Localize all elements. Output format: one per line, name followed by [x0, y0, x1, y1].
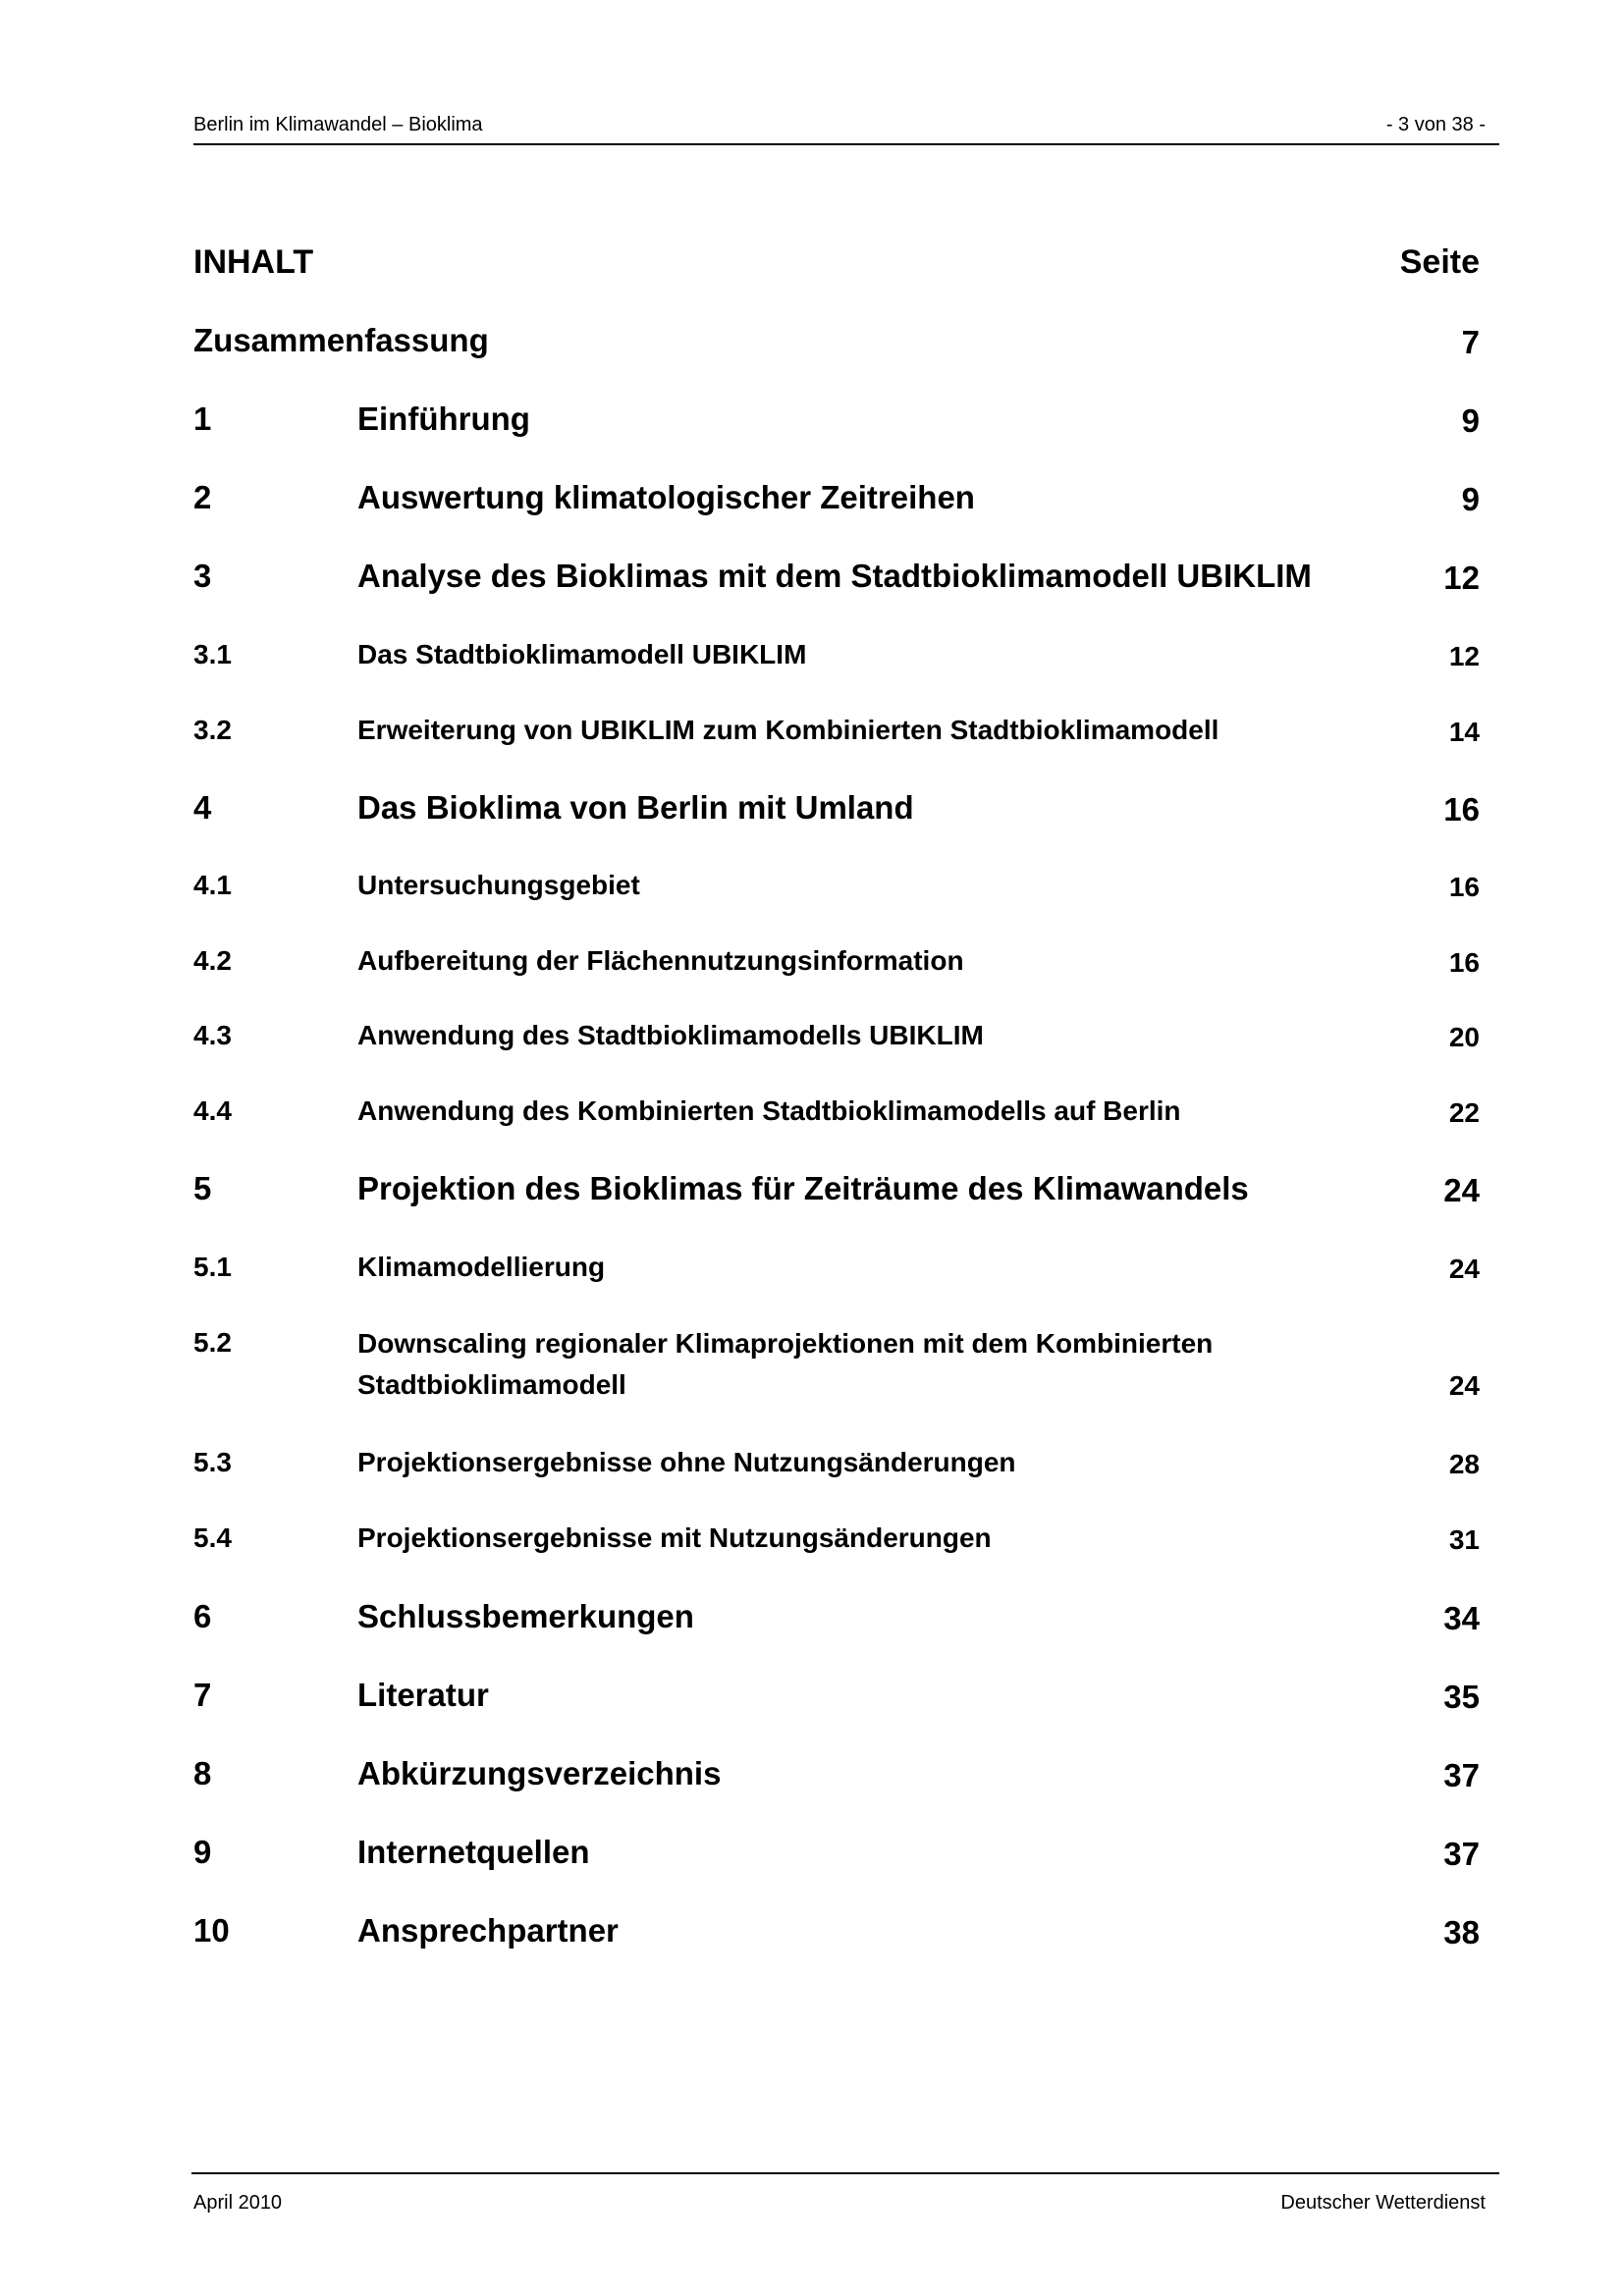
toc-entry-5-4[interactable]	[193, 1522, 1480, 1556]
toc-entry-number: 7	[193, 1677, 212, 1713]
toc-entry-number: 5	[193, 1170, 212, 1206]
toc-entry-number: 5.3	[193, 1447, 232, 1477]
toc-entry-page: 16	[1448, 947, 1480, 978]
toc-entry-4-2[interactable]	[193, 945, 1480, 979]
toc-entry-number: 4	[193, 789, 212, 826]
toc-entry-page: 7	[1461, 324, 1480, 360]
toc-entry-title: Downscaling regionaler Klimaprojektionen mit dem Kombinierten Stadtbioklimamodell	[357, 1328, 1214, 1400]
toc-entry-page: 12	[1443, 560, 1480, 596]
toc-entry-title: Das Stadtbioklimamodell UBIKLIM	[357, 639, 807, 669]
toc-entry-number: 5.4	[193, 1522, 232, 1553]
toc-entry-title: Einführung	[357, 400, 530, 437]
toc-entry-number: 4.1	[193, 870, 232, 900]
toc-entry-number: 4.2	[193, 945, 232, 976]
toc-entry-page: 9	[1461, 481, 1480, 517]
toc-entry-number: 9	[193, 1834, 212, 1870]
toc-entry-9[interactable]	[193, 1834, 1480, 1873]
page-footer	[191, 2172, 1499, 2214]
toc-entry-4-3[interactable]	[193, 1020, 1480, 1053]
toc-entry-title: Internetquellen	[357, 1834, 590, 1870]
toc-entry-page: 24	[1448, 1370, 1480, 1401]
toc-entry-title: Ansprechpartner	[357, 1912, 619, 1949]
toc-entry-8[interactable]	[193, 1755, 1480, 1794]
toc-entry-title: Anwendung des Kombinierten Stadtbioklimamodells auf Berlin	[357, 1095, 1181, 1126]
toc-entry-number: 8	[193, 1755, 212, 1791]
toc-entry-number: 3	[193, 558, 212, 594]
toc-entry-number: 4.4	[193, 1095, 232, 1126]
page-header	[193, 110, 1499, 145]
toc-entry-page: 31	[1448, 1524, 1480, 1555]
toc-entry-title: Projektionsergebnisse ohne Nutzungsänderungen	[357, 1447, 1016, 1477]
footer-publisher: Deutscher Wetterdienst	[1280, 2192, 1486, 2214]
toc-entry-5[interactable]	[193, 1170, 1480, 1209]
header-page-indicator: - 3 von 38 -	[1385, 114, 1486, 135]
toc-entry-title: Analyse des Bioklimas mit dem Stadtbioklimamodell UBIKLIM	[357, 558, 1312, 594]
toc-page-heading: Seite	[1399, 243, 1480, 281]
toc-entry-number: 2	[193, 479, 212, 515]
footer-date: April 2010	[193, 2192, 283, 2214]
toc-entry-number: 3.1	[193, 639, 232, 669]
toc-entry-title: Abkürzungsverzeichnis	[357, 1755, 722, 1791]
toc-entry-page: 24	[1448, 1254, 1480, 1284]
toc-entry-title: Anwendung des Stadtbioklimamodells UBIKLIM	[357, 1020, 984, 1050]
toc-heading-row	[193, 243, 1480, 282]
toc-entry-2[interactable]	[193, 479, 1480, 518]
toc-entry-page: 9	[1461, 402, 1480, 439]
toc-entry-5-1[interactable]	[193, 1252, 1480, 1285]
toc-entry-page: 16	[1443, 791, 1480, 828]
toc-entry-page: 20	[1448, 1022, 1480, 1052]
toc-entry-title: Aufbereitung der Flächennutzungsinformation	[357, 945, 964, 976]
toc-entry-title: Projektionsergebnisse mit Nutzungsänderungen	[357, 1522, 992, 1553]
toc-entry-4-1[interactable]	[193, 870, 1480, 903]
toc-entry-page: 35	[1443, 1679, 1480, 1715]
toc-entry-title: Zusammenfassung	[193, 322, 489, 358]
toc-entry-title: Untersuchungsgebiet	[357, 870, 640, 900]
toc-entry-page: 38	[1443, 1914, 1480, 1950]
toc-entry-1[interactable]	[193, 400, 1480, 440]
toc-entry-title: Klimamodellierung	[357, 1252, 606, 1282]
toc-entry-page: 12	[1448, 641, 1480, 671]
toc-entry-title: Erweiterung von UBIKLIM zum Kombinierten Stadtbioklimamodell	[357, 715, 1219, 745]
toc-entry-zusammenfassung[interactable]	[193, 322, 1480, 361]
toc-entry-3[interactable]	[193, 558, 1480, 597]
toc-entry-number: 10	[193, 1912, 230, 1949]
toc-entry-page: 37	[1443, 1836, 1480, 1872]
toc-entry-page: 22	[1448, 1097, 1480, 1128]
toc-entry-page: 28	[1448, 1449, 1480, 1479]
toc-entry-title: Literatur	[357, 1677, 489, 1713]
toc-entry-number: 3.2	[193, 715, 232, 745]
toc-entry-number: 4.3	[193, 1020, 232, 1050]
toc-entry-4-4[interactable]	[193, 1095, 1480, 1129]
toc-heading: INHALT	[193, 243, 314, 281]
toc-entry-6[interactable]	[193, 1598, 1480, 1637]
toc-entry-10[interactable]	[193, 1912, 1480, 1951]
header-title: Berlin im Klimawandel – Bioklima	[193, 114, 483, 135]
toc-entry-page: 14	[1448, 717, 1480, 747]
toc-entry-5-2[interactable]	[193, 1327, 1480, 1402]
toc-entry-page: 16	[1448, 872, 1480, 902]
toc-entry-title: Schlussbemerkungen	[357, 1598, 694, 1634]
toc-entry-title: Das Bioklima von Berlin mit Umland	[357, 789, 914, 826]
toc-entry-7[interactable]	[193, 1677, 1480, 1716]
toc-entry-title: Auswertung klimatologischer Zeitreihen	[357, 479, 975, 515]
toc-entry-4[interactable]	[193, 789, 1480, 828]
toc-entry-number: 5.2	[193, 1327, 232, 1358]
toc-entry-page: 34	[1443, 1600, 1480, 1636]
toc-entry-page: 24	[1443, 1172, 1480, 1208]
toc-entry-number: 1	[193, 400, 212, 437]
toc-entry-number: 6	[193, 1598, 212, 1634]
toc-entry-number: 5.1	[193, 1252, 232, 1282]
toc-entry-page: 37	[1443, 1757, 1480, 1793]
toc-entry-5-3[interactable]	[193, 1447, 1480, 1480]
toc-entry-title: Projektion des Bioklimas für Zeiträume des Klimawandels	[357, 1170, 1249, 1206]
toc-entry-3-2[interactable]	[193, 715, 1480, 748]
toc-entry-3-1[interactable]	[193, 639, 1480, 672]
